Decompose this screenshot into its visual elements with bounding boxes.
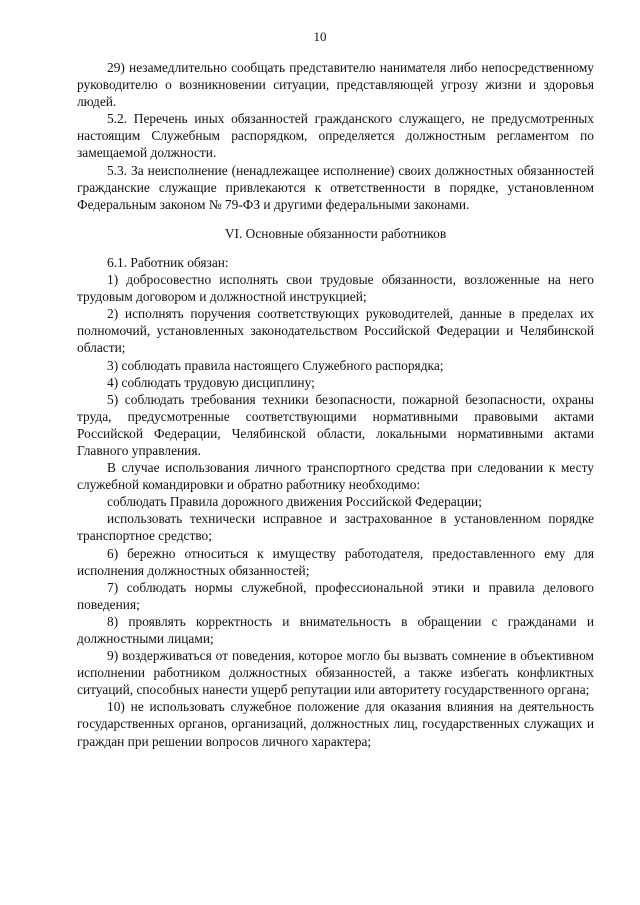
paragraph: 5.2. Перечень иных обязанностей гражданского служащего, не предусмотренных настоящим Служебным распорядком, определяется должностным регламентом по замещаемой должности. [77,111,594,161]
page-number: 10 [313,29,327,44]
paragraph: 10) не использовать служебное положение для оказания влияния на деятельность государственных органов, организаций, должностных лиц, государственных служащих и граждан при решении вопросов личного характера; [77,699,594,749]
paragraph: 8) проявлять корректность и внимательность в обращении с гражданами и должностными лицами; [77,613,594,646]
paragraph: 2) исполнять поручения соответствующих руководителей, данные в пределах их полномочий, установленных законодательством Российской Федерации и Челябинской области; [77,306,594,356]
document-body [77,59,594,750]
paragraph: 4) соблюдать трудовую дисциплину; [107,374,315,390]
paragraph: соблюдать Правила дорожного движения Российской Федерации; [107,494,482,510]
paragraph: 6) бережно относиться к имуществу работодателя, предоставленного ему для исполнения должностных обязанностей; [77,545,594,578]
paragraph: 7) соблюдать нормы служебной, профессиональной этики и правила делового поведения; [77,579,594,612]
paragraph: использовать технически исправное и застрахованное в установленном порядке транспортное средство; [77,511,594,544]
paragraph: В случае использования личного транспортного средства при следовании к месту служебной командировки и обратно работнику необходимо: [77,460,594,493]
paragraph: 5) соблюдать требования техники безопасности, пожарной безопасности, охраны труда, предусмотренные соответствующими нормативными правовыми актами Российской Федерации, Челябинской области, локальными нормативными актами Главного управления. [77,391,594,458]
paragraph: 9) воздерживаться от поведения, которое могло бы вызвать сомнение в объективном исполнении работником должностных обязанностей, а также избегать конфликтных ситуаций, способных нанести ущерб репутации или авторитету государственного органа; [77,648,594,698]
paragraph: 1) добросовестно исполнять свои трудовые обязанности, возложенные на него трудовым договором и должностной инструкцией; [77,272,594,305]
paragraph: 6.1. Работник обязан: [107,254,229,270]
paragraph: 5.3. За неисполнение (ненадлежащее исполнение) своих должностных обязанностей гражданские служащие привлекаются к ответственности в порядке, установленном Федеральным законом № 79-ФЗ и другими федеральными законами. [77,162,594,212]
paragraph: 3) соблюдать правила настоящего Служебного распорядка; [107,357,444,373]
section-heading: VI. Основные обязанности работников [224,225,447,241]
paragraph: 29) незамедлительно сообщать представителю нанимателя либо непосредственному руководителю о возникновении ситуации, представляющей угрозу жизни и здоровья людей. [77,60,594,110]
section-vi-body [77,254,594,750]
section-v-continuation [77,59,594,213]
